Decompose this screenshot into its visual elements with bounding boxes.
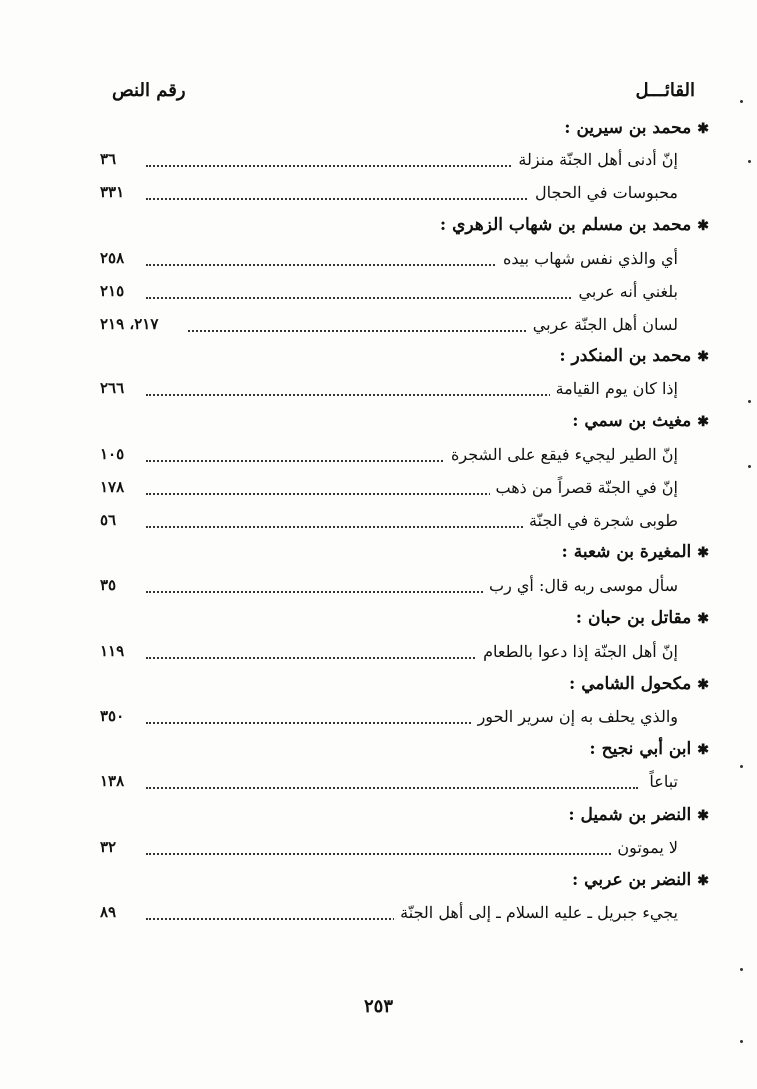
index-entry [100, 478, 678, 504]
entry-text: تباعاً [643, 772, 678, 791]
index-entry [100, 315, 678, 341]
index-entry [100, 379, 678, 405]
entry-text: يجيء جبريل ـ عليه السلام ـ إلى أهل الجنّة [394, 903, 678, 922]
entry-text: لا يموتون [611, 838, 678, 857]
index-entry [100, 150, 678, 176]
scan-speck [748, 465, 751, 468]
entry-text: إنّ أهل الجنّة إذا دعوا بالطعام [477, 642, 678, 661]
asterisk-icon: ✱ [697, 545, 709, 561]
entry-text: محبوسات في الحجال [529, 183, 678, 202]
entry-ref: ٣٢ [100, 838, 117, 856]
entry-ref: ٢١٥ [100, 282, 125, 300]
speaker-heading [440, 215, 709, 235]
entry-ref: ٣٥ [100, 576, 117, 594]
speaker-heading [564, 118, 709, 138]
speaker-heading [569, 674, 709, 694]
asterisk-icon: ✱ [697, 121, 709, 137]
ref-column-header: رقم النص [112, 80, 186, 101]
entry-text: سأل موسى ربه قال: أي رب [483, 576, 678, 595]
speaker-name: محمد بن المنكدر : [559, 346, 692, 366]
speaker-column-header: القائـــل [635, 80, 695, 101]
asterisk-icon: ✱ [697, 808, 709, 824]
entry-ref: ١٣٨ [100, 772, 125, 790]
asterisk-icon: ✱ [697, 873, 709, 889]
speaker-heading [576, 608, 709, 628]
speaker-heading [562, 542, 709, 562]
speaker-name: محمد بن سيرين : [564, 118, 692, 138]
leader-dots [146, 787, 638, 789]
scan-speck [740, 1040, 743, 1043]
entry-text: إنّ في الجنّة قصراً من ذهب [490, 478, 678, 497]
entry-text: إنّ الطير ليجيء فيقع على الشجرة [445, 445, 678, 464]
index-entry [100, 282, 678, 308]
speaker-heading [589, 739, 709, 759]
entry-ref: ٢٦٦ [100, 379, 125, 397]
page-number: ٢٥٣ [363, 996, 393, 1017]
entry-text: بلغني أنه عربي [573, 282, 678, 301]
speaker-name: مقاتل بن حبان : [575, 608, 692, 628]
entry-ref: ٣٥٠ [100, 707, 125, 725]
entry-text: طوبى شجرة في الجنّة [523, 511, 678, 530]
entry-text: إذا كان يوم القيامة [550, 379, 678, 398]
index-entry [100, 838, 678, 864]
scan-speck [740, 765, 743, 768]
speaker-name: النضر بن عربي : [571, 870, 692, 890]
scan-speck [740, 968, 743, 971]
speaker-name: مكحول الشامي : [569, 674, 692, 694]
entry-text: لسان أهل الجنّة عربي [527, 315, 678, 334]
entry-ref: ٢٥٨ [100, 249, 125, 267]
scan-speck [748, 160, 751, 163]
entry-text: أي والذي نفس شهاب بيده [497, 249, 678, 268]
index-entry [100, 249, 678, 275]
speaker-name: مغيث بن سمي : [572, 411, 692, 431]
entry-text: والذي يحلف به إن سرير الحور [472, 707, 678, 726]
scan-speck [740, 100, 743, 103]
index-entry [100, 576, 678, 602]
asterisk-icon: ✱ [697, 611, 709, 627]
index-entry [100, 445, 678, 471]
speaker-name: المغيرة بن شعبة : [561, 542, 692, 562]
entry-ref: ٨٩ [100, 903, 117, 921]
asterisk-icon: ✱ [697, 349, 709, 365]
entry-ref: ١١٩ [100, 642, 125, 660]
asterisk-icon: ✱ [697, 677, 709, 693]
speaker-heading [572, 870, 709, 890]
asterisk-icon: ✱ [697, 218, 709, 234]
index-entry [100, 707, 678, 733]
index-entry [100, 183, 678, 209]
scan-speck [748, 400, 751, 403]
entry-ref: ٢١٧، ٢١٩ [100, 315, 159, 333]
leader-dots [146, 853, 678, 855]
speaker-heading [572, 411, 709, 431]
entry-text: إنّ أدنى أهل الجنّة منزلة [512, 150, 678, 169]
speaker-heading [568, 805, 709, 825]
entry-ref: ١٧٨ [100, 478, 125, 496]
speaker-name: ابن أبي نجيح : [589, 739, 692, 759]
entry-ref: ١٠٥ [100, 445, 125, 463]
index-entry [100, 903, 678, 929]
speaker-name: محمد بن مسلم بن شهاب الزهري : [439, 215, 692, 235]
entry-ref: ٣٣١ [100, 183, 125, 201]
entry-ref: ٥٦ [100, 511, 117, 529]
index-entry [100, 642, 678, 668]
asterisk-icon: ✱ [697, 414, 709, 430]
entry-ref: ٣٦ [100, 150, 117, 168]
asterisk-icon: ✱ [697, 742, 709, 758]
index-entry [100, 772, 678, 798]
speaker-heading [559, 346, 709, 366]
speaker-name: النضر بن شميل : [568, 805, 692, 825]
index-entry [100, 511, 678, 537]
